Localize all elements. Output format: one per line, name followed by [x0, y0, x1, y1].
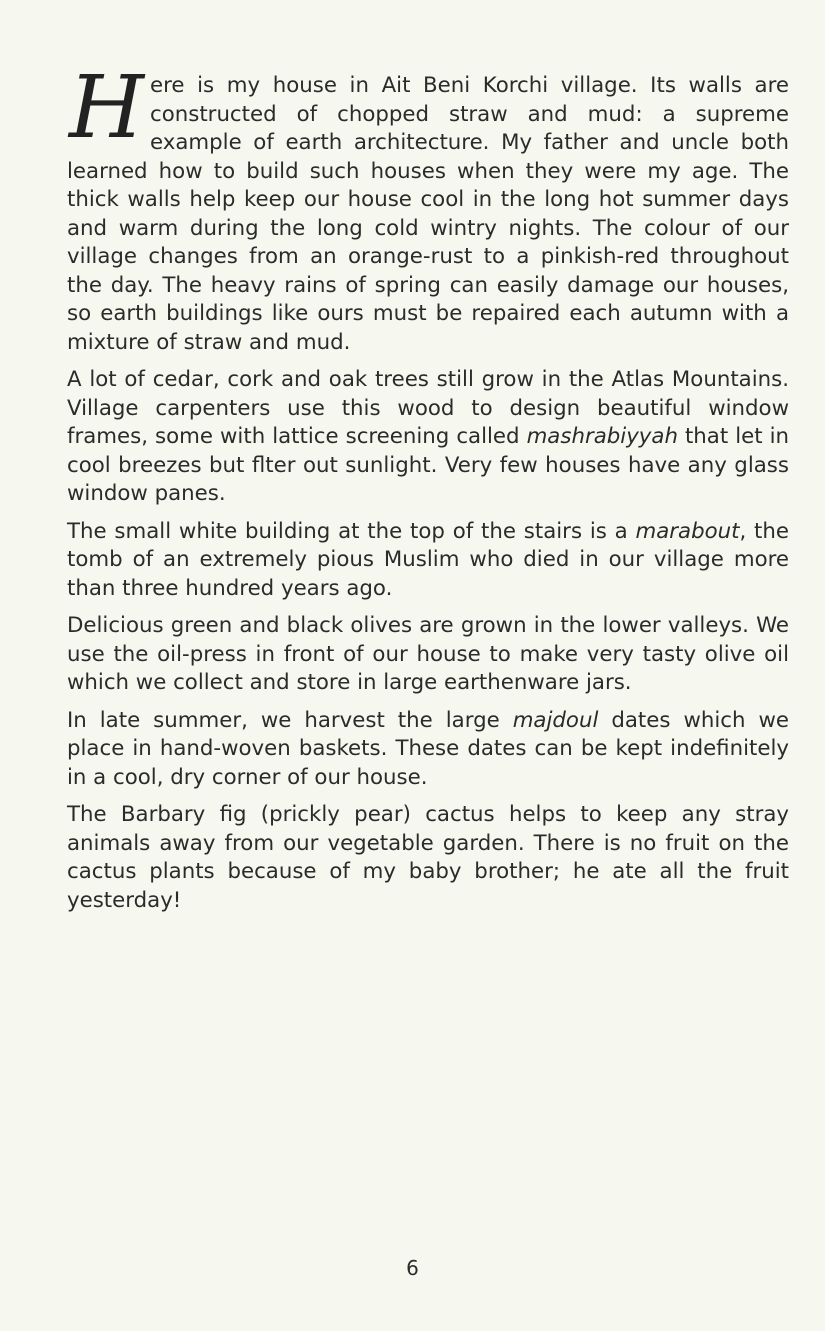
page-body-text [67, 58, 790, 924]
italic-term: marabout [635, 518, 740, 544]
paragraph-trees [67, 366, 789, 509]
paragraph-house [67, 58, 789, 357]
italic-term: mashrabiyyah [526, 424, 678, 449]
drop-cap: H [69, 58, 142, 158]
paragraph-text: The Barbary fig (prickly pear) cactus helps to keep any stray animals away from our vegetable garden. There is no fruit on the cactus plants because of my baby brother; he ate all the fruit yesterday! [67, 802, 789, 913]
paragraph-text: Delicious green and black olives are grown in the lower valleys. We use the oil-press in front of our house to make very tasty olive oil which we collect and store in large earthenware jars. [67, 613, 789, 695]
page-number: 6 [406, 1256, 419, 1280]
italic-term: majdoul [512, 707, 599, 733]
paragraph-text-after: , the tomb of an extremely pious Muslim who died in our village more than three hundred years ago. [67, 518, 789, 601]
paragraph-marabout [67, 518, 789, 604]
paragraph-text: ere is my house in Ait Beni Korchi village. Its walls are constructed of chopped straw and mud: a supreme example of earth architecture. My father and uncle both learned how to build such houses when they were my age. The thick walls help keep our house cool in the long hot summer days and warm during the long cold wintry nights. The colour of our village changes from an orange-rust to a pinkish-red throughout the day. The heavy rains of spring can easily damage our houses, so earth buildings like ours must be repaired each autumn with a mixture of straw and mud. [67, 73, 789, 355]
paragraph-text-after: dates which we place in hand-woven baskets. These dates can be kept indefinitely in a cool, dry corner of our house. [67, 707, 789, 790]
paragraph-text-after: that let in cool breezes but flter out sunlight. Very few houses have any glass window panes. [67, 424, 790, 506]
paragraph-dates [67, 707, 789, 793]
paragraph-olives [67, 612, 789, 698]
paragraph-text-before: The small white building at the top of the stairs is a [67, 518, 636, 544]
paragraph-text-before: A lot of cedar, cork and oak trees still grow in the Atlas Mountains. Village carpenters use this wood to design beautiful window frames, some with lattice screening called [67, 367, 789, 449]
paragraph-text-before: In late summer, we harvest the large [67, 707, 513, 733]
paragraph-cactus [67, 801, 789, 915]
